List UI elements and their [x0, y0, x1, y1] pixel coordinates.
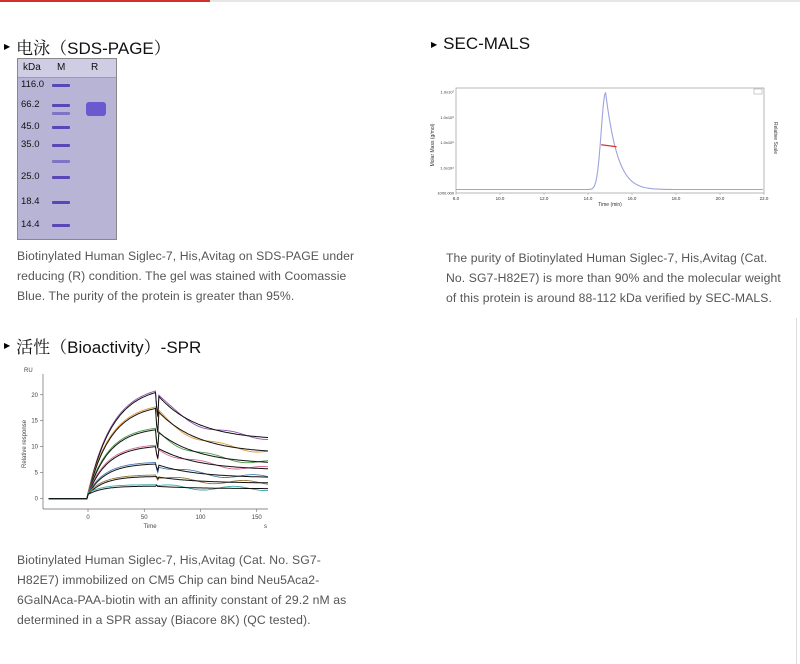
spr-y-tick-label: 20 [31, 392, 38, 399]
spr-y-tick-label: 15 [31, 418, 38, 425]
ladder-band [52, 224, 70, 227]
ladder-band [52, 201, 70, 204]
sec-ylabel: Molar Mass (g/mol) [430, 123, 436, 167]
spr-xlabel: Time [143, 524, 157, 530]
sec-y-tick-label: 1.0x10⁷ [440, 89, 454, 95]
spr-y-tick-label: 0 [34, 496, 38, 503]
spr-yunit: RU [24, 368, 33, 374]
ladder-band [52, 144, 70, 147]
bullet-icon: ▶ [4, 42, 11, 51]
mw-marker: 116.0 [21, 79, 45, 90]
spr-xunit: s [264, 524, 267, 530]
secmals-chart [428, 83, 778, 208]
sec-y-tick-label: 1000.000 [437, 190, 454, 196]
sec-x-tick-label: 18.0 [671, 196, 681, 201]
sec-x-tick-label: 14.0 [583, 196, 593, 201]
sec-x-tick-label: 10.0 [495, 196, 505, 201]
ladder-band [52, 176, 70, 179]
sec-y-tick-label: 1.0x10⁴ [440, 165, 454, 171]
spr-sensorgram [49, 485, 268, 499]
sds-title-text: 电泳（SDS-PAGE） [16, 39, 171, 58]
spr-ylabel: Relative response [22, 419, 28, 469]
mw-marker: 45.0 [21, 121, 40, 132]
secmals-section-title [431, 34, 530, 54]
secmals-caption: The purity of Biotinylated Human Siglec-7, His,Avitag (Cat. No. SG7-H82E7) is more than 90% and the molecular weight of this protein is around 88-112 kDa verified by SEC-MALS. [446, 251, 781, 305]
spr-x-tick-label: 0 [86, 515, 90, 521]
top-accent-bar [0, 0, 210, 2]
gel-lane-r-label: R [91, 62, 99, 73]
sec-y2label: Relative Scale [772, 122, 778, 154]
sec-y-tick-label: 1.0x10⁵ [440, 140, 454, 145]
spr-section-title [4, 333, 201, 358]
spr-caption: Biotinylated Human Siglec-7, His,Avitag (Cat. No. SG7-H82E7) immobilized on CM5 Chip can bind Neu5Aca2-6GalNAca-PAA-biotin with an affinity constant of 29.2 nM as determined in a SPR assay (Biacore 8K) (QC tested). [17, 553, 347, 627]
spr-y-tick-label: 5 [34, 470, 38, 477]
right-divider [796, 318, 797, 664]
mw-marker: 35.0 [21, 139, 40, 150]
mw-marker: 18.4 [21, 196, 40, 207]
bullet-icon: ▶ [431, 39, 438, 49]
spr-chart [18, 364, 273, 534]
sec-x-tick-label: 12.0 [539, 196, 549, 201]
ladder-band [52, 160, 70, 163]
ladder-band [52, 126, 70, 129]
spr-x-tick-label: 50 [140, 515, 148, 521]
bullet-icon: ▶ [4, 341, 11, 350]
secmals-title-text: SEC-MALS [443, 34, 531, 53]
sec-x-tick-label: 20.0 [715, 196, 725, 201]
sec-plot-frame [456, 88, 764, 193]
mw-marker: 66.2 [21, 99, 40, 110]
sec-y-tick-label: 1.0x10⁶ [440, 114, 454, 120]
spr-x-tick-label: 150 [251, 515, 262, 521]
sec-xlabel: Time (min) [598, 202, 622, 208]
mw-marker: 25.0 [21, 171, 40, 182]
gel-lane-m-label: M [57, 62, 66, 73]
spr-x-tick-label: 100 [195, 515, 206, 521]
sds-section-title [4, 34, 171, 59]
ladder-band [52, 84, 70, 87]
spr-sensorgram [49, 447, 268, 499]
spr-y-tick-label: 10 [31, 444, 38, 451]
sec-legend-box [754, 89, 762, 94]
sample-band [86, 102, 106, 116]
spr-title-text: 活性（Bioactivity）-SPR [16, 338, 202, 357]
gel-kda-label: kDa [23, 62, 41, 73]
sec-uv-trace [456, 93, 763, 190]
sec-x-tick-label: 22.0 [759, 196, 769, 201]
sds-gel-image [17, 58, 117, 240]
sds-caption: Biotinylated Human Siglec-7, His,Avitag on SDS-PAGE under reducing (R) condition. The gel was stained with Coomassie Blue. The purity of the protein is greater than 95%. [17, 249, 355, 303]
ladder-band [52, 104, 70, 107]
sec-x-tick-label: 16.0 [627, 196, 637, 201]
spr-curves [49, 391, 268, 499]
sec-x-tick-label: 8.0 [452, 196, 460, 201]
ladder-band [52, 112, 70, 115]
mw-marker: 14.4 [21, 219, 40, 230]
